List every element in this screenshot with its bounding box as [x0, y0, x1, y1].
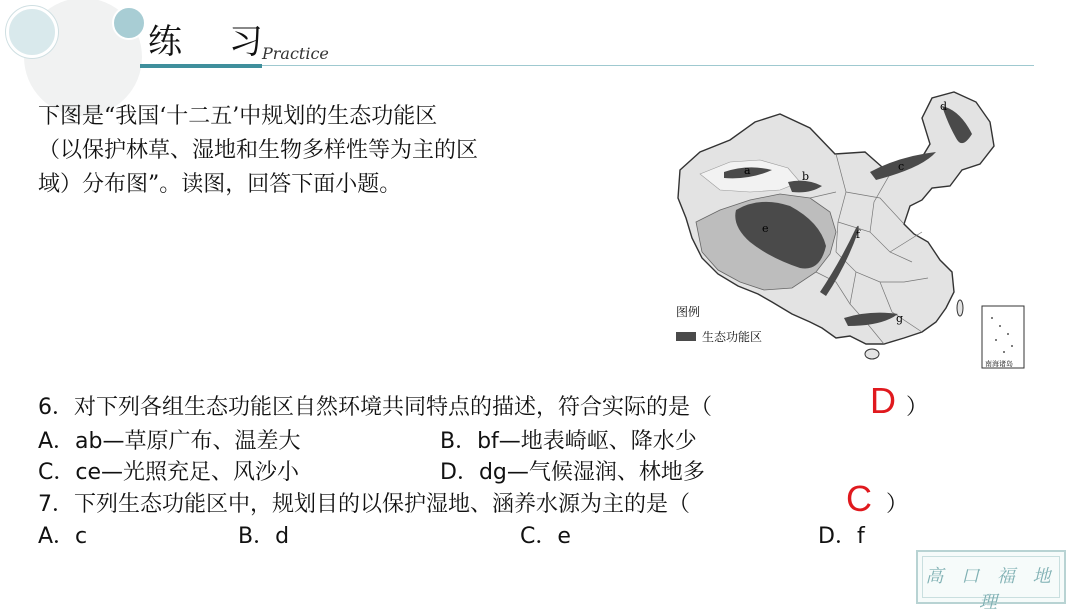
decor-circle-small — [112, 6, 146, 40]
intro-paragraph — [38, 100, 598, 202]
q7-answer: C — [846, 478, 872, 519]
q6-option-c: C．ce—光照充足、风沙小 — [38, 460, 299, 485]
q7-option-b: B．d — [238, 524, 290, 549]
q6-close-paren: ） — [906, 395, 929, 420]
zone-label: c — [898, 160, 905, 173]
inset-box — [982, 306, 1024, 368]
decor-circle-medium — [6, 6, 58, 58]
zone-label: d — [940, 100, 948, 113]
q6-option-a: A．ab—草原广布、温差大 — [38, 429, 301, 454]
intro-line: 域）分布图”。读图，回答下面小题。 — [38, 172, 402, 197]
q7-option-a: A．c — [38, 524, 88, 549]
intro-line: （以保护林草、湿地和生物多样性等为主的区 — [38, 138, 479, 163]
q6-option-d: D．dg—气候湿润、林地多 — [440, 460, 705, 485]
zone-label: a — [744, 164, 751, 177]
legend-label: 生态功能区 — [702, 330, 763, 344]
title-underline — [262, 65, 1034, 66]
hainan-island — [865, 349, 879, 359]
page-subtitle: Practice — [262, 44, 329, 63]
q6-stem: 6．对下列各组生态功能区自然环境共同特点的描述，符合实际的是（ — [38, 395, 712, 420]
zone-label: b — [802, 170, 810, 183]
q6-answer: D — [870, 380, 896, 421]
map-svg — [660, 82, 1030, 378]
zone-label: g — [896, 312, 904, 325]
q7-stem: 7．下列生态功能区中，规划目的以保护湿地、涵养水源为主的是（ — [38, 492, 690, 517]
q7-option-c: C．e — [520, 524, 571, 549]
page-title: 练 习 — [148, 22, 281, 62]
q7-close-paren: ） — [886, 492, 909, 517]
inset-label: 南海诸岛 — [985, 360, 1013, 368]
zone-label: e — [762, 222, 769, 235]
zone-label: f — [856, 228, 861, 241]
legend-title: 图例 — [676, 305, 701, 319]
footer-logo-text: 高 口 福 地 理 — [925, 566, 1057, 613]
q7-option-d: D．f — [818, 524, 865, 549]
title-underline-accent — [140, 64, 262, 68]
taiwan-island — [957, 300, 963, 316]
footer-logo — [916, 550, 1066, 613]
q6-option-b: B．bf—地表崎岖、降水少 — [440, 429, 697, 454]
intro-line: 下图是“我国‘十二五’中规划的生态功能区 — [38, 104, 438, 129]
legend-swatch — [676, 332, 696, 341]
china-eco-zone-map — [660, 82, 1030, 378]
